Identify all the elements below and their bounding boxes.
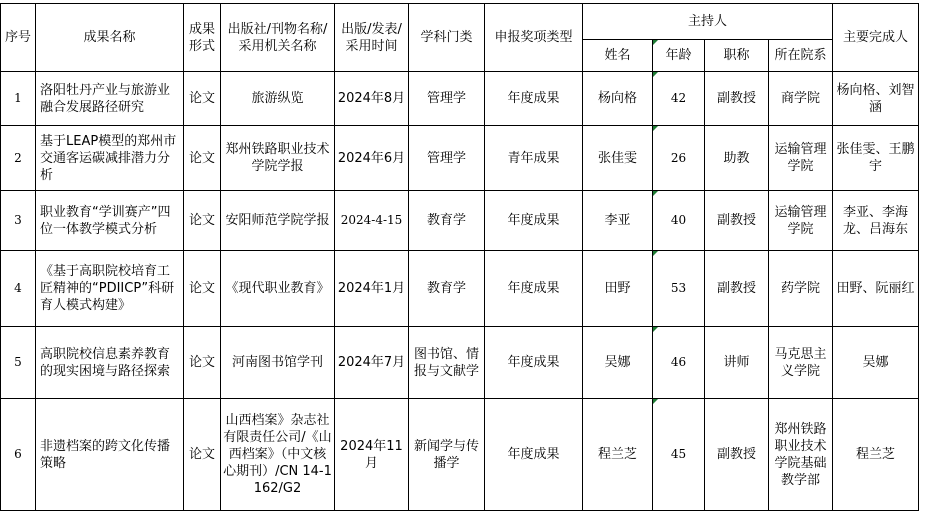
cell-seq[interactable]: 2 [1, 126, 36, 191]
cell-publisher[interactable]: 河南图书馆学刊 [221, 327, 335, 399]
cell-host-dept[interactable]: 药学院 [769, 251, 833, 327]
cell-host-dept[interactable]: 运输管理学院 [769, 191, 833, 251]
cell-host-title[interactable]: 讲师 [705, 327, 769, 399]
achievements-table [0, 3, 919, 511]
cell-publisher[interactable]: 旅游纵览 [221, 72, 335, 126]
cell-form[interactable]: 论文 [184, 126, 221, 191]
cell-date[interactable]: 2024年8月 [335, 72, 409, 126]
cell-discipline[interactable]: 图书馆、情报与文献学 [409, 327, 485, 399]
cell-title[interactable]: 洛阳牡丹产业与旅游业融合发展路径研究 [36, 72, 184, 126]
cell-form[interactable]: 论文 [184, 327, 221, 399]
cell-title[interactable]: 职业教育“学训赛产”四位一体教学模式分析 [36, 191, 184, 251]
header-form[interactable]: 成果形式 [184, 4, 221, 72]
table-row [1, 251, 919, 327]
cell-members[interactable]: 李亚、李海龙、吕海东 [833, 191, 919, 251]
cell-award-type[interactable]: 青年成果 [485, 126, 583, 191]
header-members[interactable]: 主要完成人 [833, 4, 919, 72]
cell-host-title[interactable]: 副教授 [705, 191, 769, 251]
cell-date[interactable]: 2024年11月 [335, 399, 409, 511]
cell-host-age[interactable]: 40 [653, 191, 705, 251]
cell-award-type[interactable]: 年度成果 [485, 72, 583, 126]
cell-title[interactable]: 基于LEAP模型的郑州市交通客运碳减排潜力分析 [36, 126, 184, 191]
cell-host-name[interactable]: 杨向格 [583, 72, 653, 126]
cell-publisher[interactable]: 安阳师范学院学报 [221, 191, 335, 251]
cell-members[interactable]: 张佳雯、王鹏宇 [833, 126, 919, 191]
header-date[interactable]: 出版/发表/采用时间 [335, 4, 409, 72]
header-title[interactable]: 成果名称 [36, 4, 184, 72]
cell-title[interactable]: 非遗档案的跨文化传播策略 [36, 399, 184, 511]
cell-host-title[interactable]: 副教授 [705, 251, 769, 327]
cell-award-type[interactable]: 年度成果 [485, 251, 583, 327]
cell-form[interactable]: 论文 [184, 72, 221, 126]
cell-seq[interactable]: 4 [1, 251, 36, 327]
table-row [1, 399, 919, 511]
header-host-name[interactable]: 姓名 [583, 40, 653, 72]
cell-date[interactable]: 2024年1月 [335, 251, 409, 327]
cell-members[interactable]: 程兰芝 [833, 399, 919, 511]
header-host-dept[interactable]: 所在院系 [769, 40, 833, 72]
cell-host-dept[interactable]: 商学院 [769, 72, 833, 126]
cell-host-name[interactable]: 田野 [583, 251, 653, 327]
cell-award-type[interactable]: 年度成果 [485, 399, 583, 511]
cell-host-age[interactable]: 53 [653, 251, 705, 327]
cell-award-type[interactable]: 年度成果 [485, 191, 583, 251]
table-row [1, 327, 919, 399]
cell-host-name[interactable]: 张佳雯 [583, 126, 653, 191]
cell-publisher[interactable]: 山西档案》杂志社有限责任公司/《山西档案》（中文核心期刊）/CN 14-1162/G2 [221, 399, 335, 511]
cell-seq[interactable]: 6 [1, 399, 36, 511]
cell-members[interactable]: 田野、阮丽红 [833, 251, 919, 327]
cell-form[interactable]: 论文 [184, 191, 221, 251]
cell-host-name[interactable]: 吴娜 [583, 327, 653, 399]
header-host-age[interactable]: 年龄 [653, 40, 705, 72]
cell-members[interactable]: 杨向格、刘智涵 [833, 72, 919, 126]
table-row [1, 191, 919, 251]
cell-seq[interactable]: 1 [1, 72, 36, 126]
table-row [1, 126, 919, 191]
cell-discipline[interactable]: 新闻学与传播学 [409, 399, 485, 511]
cell-host-name[interactable]: 程兰芝 [583, 399, 653, 511]
cell-host-dept[interactable]: 郑州铁路职业技术学院基础教学部 [769, 399, 833, 511]
cell-discipline[interactable]: 教育学 [409, 191, 485, 251]
cell-seq[interactable]: 3 [1, 191, 36, 251]
cell-title[interactable]: 高职院校信息素养教育的现实困境与路径探索 [36, 327, 184, 399]
cell-award-type[interactable]: 年度成果 [485, 327, 583, 399]
cell-host-age[interactable]: 46 [653, 327, 705, 399]
header-host-title[interactable]: 职称 [705, 40, 769, 72]
header-discipline[interactable]: 学科门类 [409, 4, 485, 72]
cell-publisher[interactable]: 郑州铁路职业技术学院学报 [221, 126, 335, 191]
cell-discipline[interactable]: 管理学 [409, 72, 485, 126]
cell-host-title[interactable]: 副教授 [705, 72, 769, 126]
cell-discipline[interactable]: 管理学 [409, 126, 485, 191]
cell-discipline[interactable]: 教育学 [409, 251, 485, 327]
cell-host-name[interactable]: 李亚 [583, 191, 653, 251]
cell-publisher[interactable]: 《现代职业教育》 [221, 251, 335, 327]
cell-form[interactable]: 论文 [184, 251, 221, 327]
header-seq[interactable]: 序号 [1, 4, 36, 72]
header-publisher[interactable]: 出版社/刊物名称/采用机关名称 [221, 4, 335, 72]
cell-host-dept[interactable]: 运输管理学院 [769, 126, 833, 191]
cell-host-dept[interactable]: 马克思主义学院 [769, 327, 833, 399]
cell-members[interactable]: 吴娜 [833, 327, 919, 399]
table-row [1, 72, 919, 126]
cell-date[interactable]: 2024年7月 [335, 327, 409, 399]
cell-host-title[interactable]: 助教 [705, 126, 769, 191]
cell-host-age[interactable]: 26 [653, 126, 705, 191]
cell-date[interactable]: 2024年6月 [335, 126, 409, 191]
cell-date[interactable]: 2024-4-15 [335, 191, 409, 251]
cell-title[interactable]: 《基于高职院校培育工匠精神的“PDIICP”科研育人模式构建》 [36, 251, 184, 327]
header-host[interactable]: 主持人 [583, 4, 833, 40]
header-award-type[interactable]: 申报奖项类型 [485, 4, 583, 72]
cell-host-age[interactable]: 42 [653, 72, 705, 126]
cell-host-age[interactable]: 45 [653, 399, 705, 511]
cell-seq[interactable]: 5 [1, 327, 36, 399]
cell-form[interactable]: 论文 [184, 399, 221, 511]
cell-host-title[interactable]: 副教授 [705, 399, 769, 511]
